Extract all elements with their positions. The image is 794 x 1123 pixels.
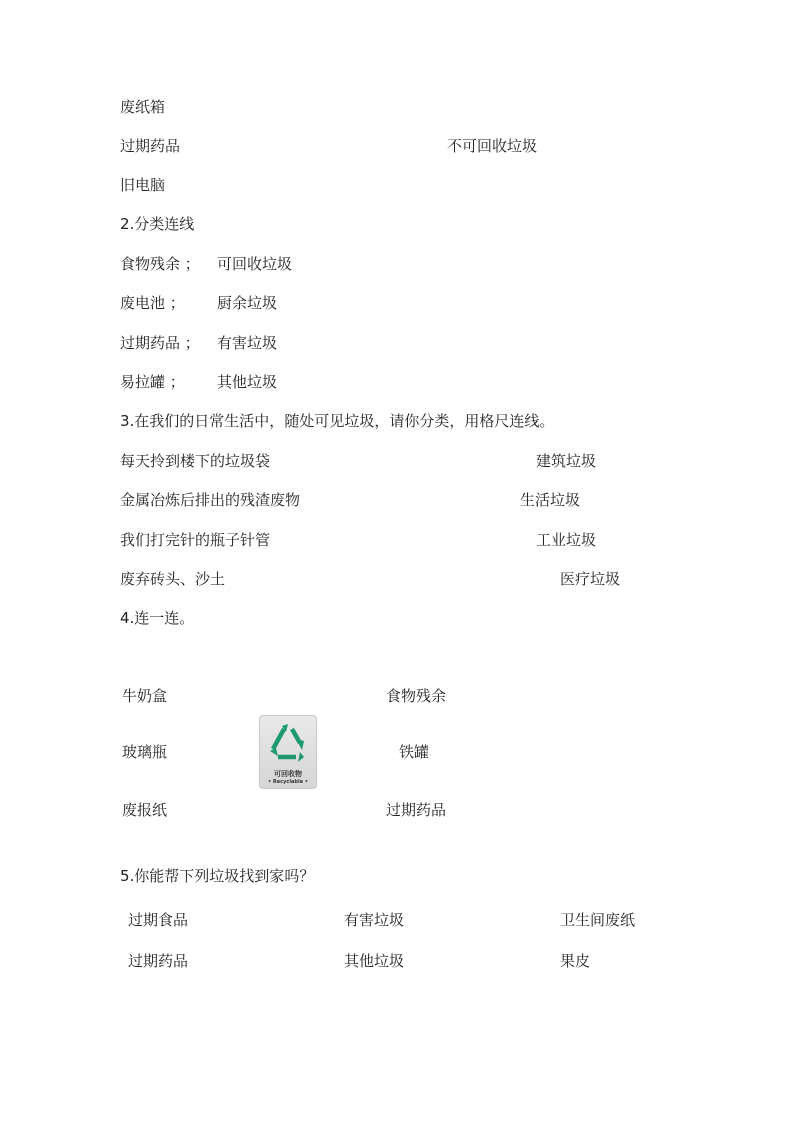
sign-label-cn: 可回收物 — [274, 770, 302, 778]
category-household: 生活垃圾 — [520, 491, 581, 509]
category-recyclable: 可回收垃圾 — [217, 255, 293, 273]
item-garbage-bag: 每天拎到楼下的垃圾袋 — [120, 452, 271, 470]
recyclable-sign — [259, 715, 317, 789]
category-other-2: 其他垃圾 — [344, 952, 405, 970]
category-medical: 医疗垃圾 — [560, 570, 621, 588]
item-glass-bottle: 玻璃瓶 — [122, 743, 168, 761]
category-hazardous: 有害垃圾 — [217, 334, 278, 352]
item-food-residue-2: 食物残余 — [386, 687, 447, 705]
section-5-heading: 5.你能帮下列垃圾找到家吗？ — [120, 867, 315, 885]
item-expired-medicine-3: 过期药品 — [386, 801, 447, 819]
section-4-heading: 4.连一连。 — [120, 609, 195, 627]
category-other: 其他垃圾 — [217, 373, 278, 391]
section-3-heading: 3.在我们的日常生活中，随处可见垃圾，请你分类，用格尺连线。 — [120, 412, 555, 430]
item-toilet-paper: 卫生间废纸 — [560, 911, 636, 929]
section-2-heading: 2.分类连线 — [120, 215, 195, 233]
recycle-icon — [266, 720, 310, 764]
item-milk-carton: 牛奶盒 — [122, 687, 168, 705]
sign-label-en: • Recyclable • — [267, 779, 309, 785]
item-food-residue: 食物残余 ； — [120, 255, 200, 273]
item-waste-box: 废纸箱 — [120, 98, 166, 116]
item-battery: 废电池 ； — [120, 294, 185, 312]
item-expired-food: 过期食品 — [128, 911, 189, 929]
item-newspaper: 废报纸 — [122, 801, 168, 819]
item-expired-medicine-4: 过期药品 — [128, 952, 189, 970]
item-syringe: 我们打完针的瓶子针管 — [120, 531, 271, 549]
item-can: 易拉罐 ； — [120, 373, 185, 391]
category-industrial: 工业垃圾 — [536, 531, 597, 549]
item-metal-slag: 金属冶炼后排出的残渣废物 — [120, 491, 301, 509]
category-hazardous-2: 有害垃圾 — [344, 911, 405, 929]
item-expired-medicine: 过期药品 — [120, 137, 181, 155]
item-old-computer: 旧电脑 — [120, 176, 166, 194]
item-fruit-peel: 果皮 — [560, 952, 591, 970]
category-kitchen-waste: 厨余垃圾 — [217, 294, 278, 312]
item-expired-medicine-2: 过期药品 ； — [120, 334, 200, 352]
item-bricks-sand: 废弃砖头、沙土 — [120, 570, 226, 588]
item-iron-can: 铁罐 — [399, 743, 430, 761]
category-non-recyclable: 不可回收垃圾 — [447, 137, 538, 155]
category-construction: 建筑垃圾 — [536, 452, 597, 470]
